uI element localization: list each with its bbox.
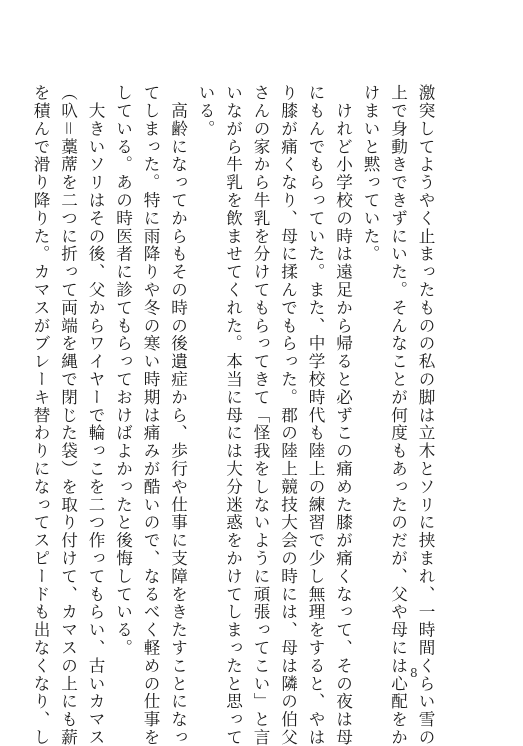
- text-line: けまいと黙っていた。: [361, 84, 380, 263]
- text-line: 大きいソリはその後、父からワイヤーで輪っこを二つ作ってもらい、古いカマス: [86, 84, 105, 746]
- text-line: けれど小学校の時は遠足から帰ると必ずこの痛めた膝が痛くなって、その夜は母: [333, 84, 353, 746]
- text-line: 激突してようやく止まったものの私の脚は立木とソリに挟まれ、一時間くらい雪の: [416, 84, 435, 746]
- text-line: り膝が痛くなり、母に揉んでもらった。郡の陸上競技大会の時には、母は隣の伯父: [278, 84, 298, 746]
- text-line: 高齢になってからもその時の後遺症から、歩行や仕事に支障をきたすことになっ: [168, 84, 188, 746]
- text-line: いる。: [196, 84, 215, 138]
- text-line: している。あの時医者に診てもらっておけばよかったと後悔している。: [113, 84, 133, 657]
- text-line: にもんでもらっていた。また、中学校時代も陸上の練習で少し無理をすると、やは: [306, 84, 325, 746]
- page-number: 8: [410, 666, 418, 680]
- text-line: さんの家から牛乳を分けてもらってきて「怪我をしないように頑張ってこい」と言: [251, 84, 270, 746]
- body-text: [27, 84, 440, 746]
- text-line: （叺＝藁蓆を二つに折って両端を縄で閉じた袋）を取り付けて、カマスの上にも薪: [58, 84, 78, 746]
- text-line: を積んで滑り降りた。カマスがブレーキ替わりになってスピードも出なくなり、し: [31, 84, 50, 746]
- text-line: 上で身動きできずにいた。そんなことが何度もあったのだが、父や母には心配をか: [388, 84, 408, 746]
- text-line: てしまった。特に雨降りや冬の寒い時期は痛みが酷いので、なるべく軽めの仕事を: [141, 84, 160, 746]
- text-line: いながら牛乳を飲ませてくれた。本当に母には大分迷惑をかけてしまったと思って: [223, 84, 243, 746]
